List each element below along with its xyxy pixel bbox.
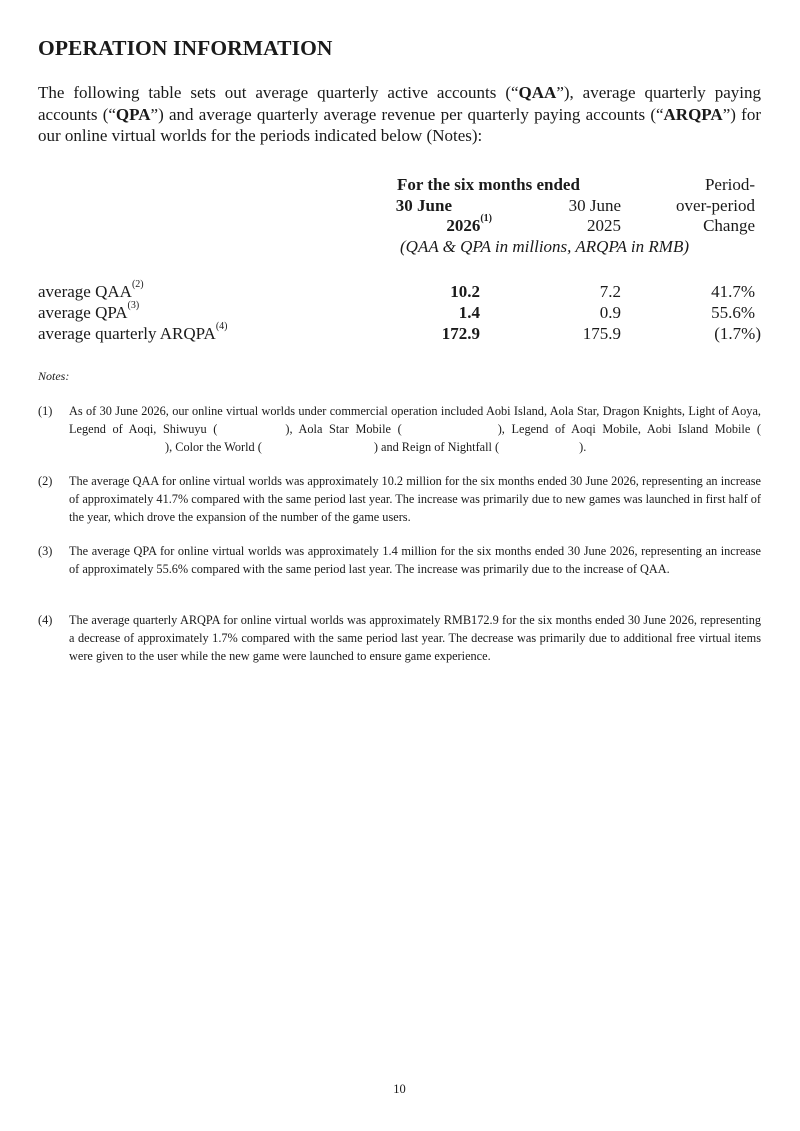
row-label-text: average QPA bbox=[38, 303, 128, 322]
value-change: (1.7%) bbox=[714, 324, 761, 343]
row-label-text: average quarterly ARQPA bbox=[38, 324, 216, 343]
notes-title: Notes: bbox=[38, 369, 70, 383]
intro-term-arqpa: ARQPA bbox=[663, 104, 723, 124]
header-col3-line1: Period- bbox=[704, 175, 755, 194]
note-1-part-b: ), Aola Star Mobile ( bbox=[285, 422, 402, 436]
row-note-ref: (3) bbox=[127, 300, 140, 311]
note-text: The average QPA for online virtual worlds was approximately 1.4 million for the six months ended 30 June 2026, representing an increase of approximately 55.6% compared with the same period last year. The increase was primarily due to the increase of QAA. bbox=[69, 544, 761, 576]
value-2025: 0.9 bbox=[599, 303, 621, 322]
intro-term-qaa: QAA bbox=[518, 83, 557, 102]
section-heading: OPERATION INFORMATION bbox=[38, 36, 333, 60]
note-2 bbox=[38, 472, 761, 526]
header-col2-year: 2025 bbox=[587, 216, 621, 235]
value-2026: 172.9 bbox=[441, 324, 480, 343]
note-number: (1) bbox=[38, 404, 53, 418]
intro-text-1: The following table sets out average quarterly active accounts (“ bbox=[38, 83, 519, 102]
note-1-part-d: ), Color the World ( bbox=[165, 440, 262, 454]
note-1-part-a: As of 30 June 2026, our online virtual worlds under commercial operation included Aobi Island, Aola Star, Dragon Knights, Light of Aoya, Legend of Aoqi, Shiwuyu ( bbox=[69, 404, 761, 436]
note-4 bbox=[38, 611, 761, 665]
header-col1-note-ref: (1) bbox=[480, 213, 492, 224]
value-change: 41.7% bbox=[711, 282, 755, 301]
header-six-months: For the six months ended bbox=[397, 175, 580, 194]
table-row bbox=[38, 300, 761, 324]
note-text bbox=[69, 402, 761, 456]
note-1-part-c: ), Legend of Aoqi Mobile, Aobi Island Mobile ( bbox=[497, 422, 761, 436]
intro-text-4: ”) for our online virtual worlds for the periods indicated below (Notes): bbox=[38, 104, 761, 145]
row-label bbox=[38, 321, 228, 344]
row-label-text: average QAA bbox=[38, 282, 132, 301]
note-3 bbox=[38, 542, 761, 578]
header-col1-year bbox=[446, 213, 492, 236]
note-1-part-e: ) and Reign of Nightfall ( bbox=[373, 440, 500, 454]
intro-text-2: ”), average quarterly paying accounts (“ bbox=[38, 83, 761, 124]
value-change: 55.6% bbox=[711, 303, 755, 322]
table-row bbox=[38, 279, 761, 303]
intro-term-qpa: QPA bbox=[115, 104, 151, 124]
intro-paragraph bbox=[38, 82, 761, 147]
header-col2-date: 30 June bbox=[568, 196, 621, 215]
intro-text-3: ”) and average quarterly average revenue per quarterly paying accounts (“ bbox=[150, 104, 664, 124]
value-2025: 7.2 bbox=[599, 282, 621, 301]
row-note-ref: (4) bbox=[215, 321, 228, 332]
note-text: The average quarterly ARQPA for online virtual worlds was approximately RMB172.9 for the six months ended 30 June 2026, representing a decrease of approximately 1.7% compared with the same period last year. The decrease was primarily due to additional free virtual items were given to the user while the new game were launched to ensure game experience. bbox=[69, 613, 761, 663]
note-text: The average QAA for online virtual worlds was approximately 10.2 million for the six months ended 30 June 2026, representing an increase of approximately 41.7% compared with the same period last year. The increase was primarily due to new games was launched in first half of the year, which drove the expansion of the number of the game users. bbox=[69, 474, 761, 524]
note-number: (4) bbox=[38, 613, 53, 627]
note-1-part-f: ). bbox=[579, 440, 587, 454]
header-col3-line3: Change bbox=[703, 216, 755, 235]
value-2026: 1.4 bbox=[458, 303, 480, 322]
document-page bbox=[38, 0, 761, 1131]
row-label bbox=[38, 279, 144, 302]
value-2025: 175.9 bbox=[582, 324, 621, 343]
table-row bbox=[38, 321, 761, 345]
note-number: (3) bbox=[38, 544, 53, 558]
page-number: 10 bbox=[393, 1082, 406, 1096]
header-units: (QAA & QPA in millions, ARQPA in RMB) bbox=[400, 237, 689, 256]
header-col3-line2: over-period bbox=[676, 196, 755, 215]
value-2026: 10.2 bbox=[450, 282, 480, 301]
header-col1-date: 30 June bbox=[395, 196, 452, 215]
row-label bbox=[38, 300, 140, 323]
note-number: (2) bbox=[38, 474, 53, 488]
row-note-ref: (2) bbox=[131, 279, 144, 290]
note-1 bbox=[38, 402, 761, 456]
header-col1-year-text: 2026 bbox=[446, 216, 481, 235]
